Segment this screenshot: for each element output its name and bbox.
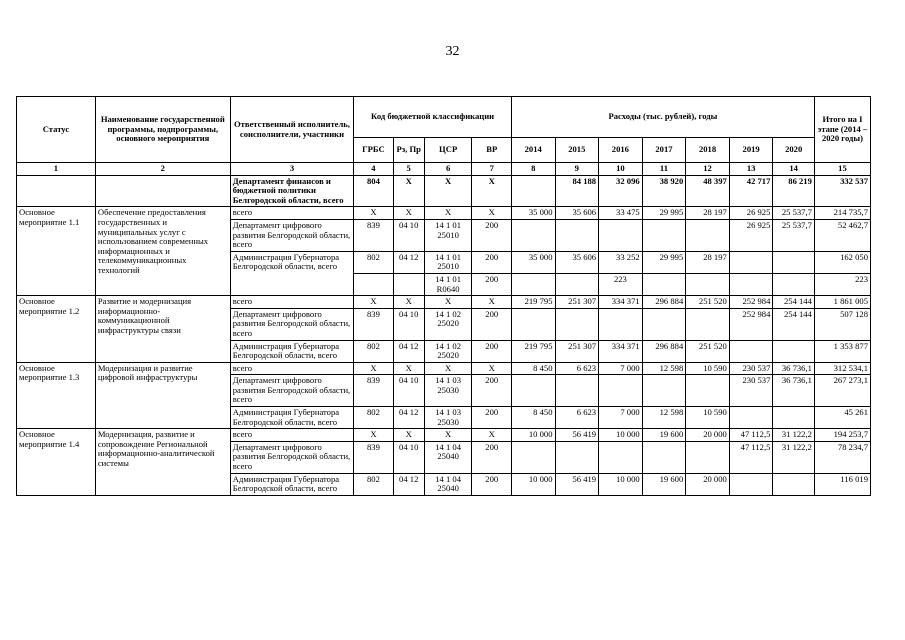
value-cell	[642, 375, 686, 407]
col-number: 1	[17, 163, 96, 176]
rzpr-cell: 04 10	[393, 375, 424, 407]
value-cell	[686, 441, 730, 473]
value-cell	[686, 308, 730, 340]
name-cell	[95, 175, 230, 207]
header-year: 2017	[642, 138, 686, 163]
value-cell	[511, 375, 555, 407]
responsible-cell: Администрация Губернатора Белгородской области, всего	[230, 473, 353, 495]
value-cell: 47 112,5	[729, 441, 773, 473]
responsible-cell: Администрация Губернатора Белгородской области, всего	[230, 340, 353, 362]
col-number: 12	[686, 163, 730, 176]
value-cell: 8 450	[511, 407, 555, 429]
grbs-cell: 802	[354, 340, 393, 362]
total-cell: 267 273,1	[814, 375, 870, 407]
rzpr-cell: 04 10	[393, 308, 424, 340]
value-cell: 36 736,1	[773, 375, 815, 407]
grbs-cell: 839	[354, 375, 393, 407]
csr-cell: X	[424, 429, 472, 442]
name-cell: Модернизация и развитие цифровой инфраструктуры	[95, 362, 230, 429]
rzpr-cell: 04 12	[393, 407, 424, 429]
value-cell: 251 520	[686, 296, 730, 309]
value-cell	[511, 219, 555, 251]
table-row	[17, 429, 871, 442]
value-cell: 10 000	[599, 473, 643, 495]
value-cell: 7 000	[599, 407, 643, 429]
total-cell: 78 234,7	[814, 441, 870, 473]
grbs-cell	[354, 273, 393, 295]
header-rzpr: Рз, Пр	[393, 138, 424, 163]
status-cell: Основное мероприятие 1.2	[17, 296, 96, 363]
responsible-cell: всего	[230, 296, 353, 309]
header-csr: ЦСР	[424, 138, 472, 163]
header-year: 2019	[729, 138, 773, 163]
status-cell: Основное мероприятие 1.3	[17, 362, 96, 429]
col-number: 3	[230, 163, 353, 176]
total-cell: 1 861 005	[814, 296, 870, 309]
col-number: 8	[511, 163, 555, 176]
header-budget-code: Код бюджетной классификации	[354, 97, 512, 138]
value-cell	[642, 273, 686, 295]
value-cell: 8 450	[511, 362, 555, 375]
value-cell: 219 795	[511, 340, 555, 362]
responsible-cell: всего	[230, 362, 353, 375]
col-number: 10	[599, 163, 643, 176]
value-cell: 42 717	[729, 175, 773, 207]
value-cell: 28 197	[686, 251, 730, 273]
csr-cell: 14 1 04 25040	[424, 441, 472, 473]
vr-cell: 200	[472, 441, 511, 473]
value-cell: 26 925	[729, 207, 773, 220]
col-number: 9	[555, 163, 599, 176]
header-year: 2020	[773, 138, 815, 163]
value-cell: 6 623	[555, 407, 599, 429]
col-number: 15	[814, 163, 870, 176]
grbs-cell: X	[354, 296, 393, 309]
value-cell	[773, 251, 815, 273]
value-cell	[729, 273, 773, 295]
grbs-cell: X	[354, 429, 393, 442]
value-cell: 56 419	[555, 429, 599, 442]
header-year: 2018	[686, 138, 730, 163]
value-cell: 296 884	[642, 340, 686, 362]
value-cell: 33 475	[599, 207, 643, 220]
rzpr-cell: X	[393, 175, 424, 207]
value-cell	[729, 473, 773, 495]
value-cell	[686, 273, 730, 295]
csr-cell: 14 1 01 25010	[424, 251, 472, 273]
value-cell	[773, 273, 815, 295]
rzpr-cell: X	[393, 429, 424, 442]
value-cell: 6 623	[555, 362, 599, 375]
rzpr-cell: X	[393, 296, 424, 309]
grbs-cell: 839	[354, 441, 393, 473]
grbs-cell: 802	[354, 251, 393, 273]
value-cell	[729, 340, 773, 362]
rzpr-cell: 04 10	[393, 219, 424, 251]
value-cell: 35 606	[555, 251, 599, 273]
csr-cell: 14 1 01 R0640	[424, 273, 472, 295]
value-cell: 19 600	[642, 429, 686, 442]
value-cell: 251 307	[555, 340, 599, 362]
value-cell: 334 371	[599, 296, 643, 309]
vr-cell: 200	[472, 375, 511, 407]
value-cell	[686, 219, 730, 251]
value-cell	[555, 273, 599, 295]
header-name: Наименование государственной программы, подпрограммы, основного мероприятия	[95, 97, 230, 163]
value-cell: 28 197	[686, 207, 730, 220]
responsible-cell: Администрация Губернатора Белгородской области, всего	[230, 251, 353, 295]
csr-cell: 14 1 02 25020	[424, 340, 472, 362]
value-cell	[599, 375, 643, 407]
name-cell: Развитие и модернизация информационно-коммуникационной инфраструктуры связи	[95, 296, 230, 363]
value-cell: 10 000	[599, 429, 643, 442]
vr-cell: X	[472, 429, 511, 442]
value-cell: 10 590	[686, 362, 730, 375]
grbs-cell: X	[354, 362, 393, 375]
col-number: 14	[773, 163, 815, 176]
value-cell: 25 537,7	[773, 219, 815, 251]
value-cell: 29 995	[642, 207, 686, 220]
rzpr-cell	[393, 273, 424, 295]
value-cell: 47 112,5	[729, 429, 773, 442]
vr-cell: 200	[472, 340, 511, 362]
vr-cell: 200	[472, 219, 511, 251]
responsible-cell: Департамент цифрового развития Белгородской области, всего	[230, 441, 353, 473]
csr-cell: X	[424, 362, 472, 375]
total-cell: 507 128	[814, 308, 870, 340]
value-cell: 296 884	[642, 296, 686, 309]
value-cell: 31 122,2	[773, 429, 815, 442]
value-cell: 35 000	[511, 207, 555, 220]
total-cell: 312 534,1	[814, 362, 870, 375]
value-cell	[773, 407, 815, 429]
value-cell	[555, 308, 599, 340]
value-cell: 251 520	[686, 340, 730, 362]
header-year: 2016	[599, 138, 643, 163]
value-cell: 19 600	[642, 473, 686, 495]
csr-cell: 14 1 03 25030	[424, 375, 472, 407]
value-cell: 7 000	[599, 362, 643, 375]
budget-table	[16, 96, 871, 496]
vr-cell: X	[472, 175, 511, 207]
value-cell: 10 000	[511, 473, 555, 495]
value-cell	[642, 219, 686, 251]
responsible-cell: всего	[230, 429, 353, 442]
value-cell	[511, 441, 555, 473]
value-cell: 35 606	[555, 207, 599, 220]
name-cell: Модернизация, развитие и сопровождение Региональной информационно-аналитической системы	[95, 429, 230, 496]
responsible-cell: Департамент цифрового развития Белгородской области, всего	[230, 375, 353, 407]
vr-cell: 200	[472, 251, 511, 273]
header-responsible: Ответственный исполнитель, соисполнители, участники	[230, 97, 353, 163]
responsible-cell: Администрация Губернатора Белгородской области, всего	[230, 407, 353, 429]
csr-cell: X	[424, 175, 472, 207]
value-cell	[511, 175, 555, 207]
value-cell: 12 598	[642, 362, 686, 375]
header-total: Итого на I этапе (2014 – 2020 годы)	[814, 97, 870, 163]
rzpr-cell: 04 12	[393, 473, 424, 495]
value-cell: 251 307	[555, 296, 599, 309]
value-cell	[511, 273, 555, 295]
grbs-cell: 804	[354, 175, 393, 207]
total-cell: 332 537	[814, 175, 870, 207]
value-cell: 230 537	[729, 375, 773, 407]
page-number: 32	[445, 44, 460, 59]
value-cell: 230 537	[729, 362, 773, 375]
table-row	[17, 296, 871, 309]
value-cell: 56 419	[555, 473, 599, 495]
responsible-cell: Департамент цифрового развития Белгородской области, всего	[230, 308, 353, 340]
vr-cell: 200	[472, 308, 511, 340]
header-grbs: ГРБС	[354, 138, 393, 163]
value-cell	[555, 219, 599, 251]
csr-cell: 14 1 02 25020	[424, 308, 472, 340]
value-cell	[599, 219, 643, 251]
value-cell: 334 371	[599, 340, 643, 362]
csr-cell: 14 1 04 25040	[424, 473, 472, 495]
responsible-cell: Департамент финансов и бюджетной политики Белгородской области, всего	[230, 175, 353, 207]
value-cell	[729, 251, 773, 273]
value-cell: 31 122,2	[773, 441, 815, 473]
grbs-cell: 802	[354, 407, 393, 429]
value-cell	[555, 441, 599, 473]
value-cell: 48 397	[686, 175, 730, 207]
value-cell: 26 925	[729, 219, 773, 251]
col-number: 11	[642, 163, 686, 176]
status-cell	[17, 175, 96, 207]
header-status: Статус	[17, 97, 96, 163]
rzpr-cell: 04 12	[393, 340, 424, 362]
grbs-cell: 839	[354, 308, 393, 340]
rzpr-cell: X	[393, 207, 424, 220]
header-year: 2015	[555, 138, 599, 163]
header-expenses: Расходы (тыс. рублей), годы	[511, 97, 814, 138]
value-cell: 12 598	[642, 407, 686, 429]
csr-cell: 14 1 03 25030	[424, 407, 472, 429]
header-vr: ВР	[472, 138, 511, 163]
value-cell: 25 537,7	[773, 207, 815, 220]
value-cell: 32 096	[599, 175, 643, 207]
name-cell: Обеспечение предоставления государственных и муниципальных услуг с использованием современных информационных и телекоммуникационных технологий	[95, 207, 230, 296]
total-cell: 116 019	[814, 473, 870, 495]
value-cell: 35 000	[511, 251, 555, 273]
value-cell: 219 795	[511, 296, 555, 309]
responsible-cell: всего	[230, 207, 353, 220]
col-number: 5	[393, 163, 424, 176]
col-number: 6	[424, 163, 472, 176]
total-cell: 1 353 877	[814, 340, 870, 362]
value-cell: 33 252	[599, 251, 643, 273]
value-cell	[599, 308, 643, 340]
value-cell: 38 920	[642, 175, 686, 207]
table-row	[17, 362, 871, 375]
value-cell	[642, 441, 686, 473]
value-cell: 36 736,1	[773, 362, 815, 375]
value-cell: 10 000	[511, 429, 555, 442]
total-cell: 194 253,7	[814, 429, 870, 442]
value-cell	[773, 473, 815, 495]
value-cell	[773, 340, 815, 362]
vr-cell: X	[472, 207, 511, 220]
value-cell: 20 000	[686, 473, 730, 495]
value-cell: 254 144	[773, 296, 815, 309]
value-cell	[599, 441, 643, 473]
value-cell: 252 984	[729, 308, 773, 340]
value-cell: 254 144	[773, 308, 815, 340]
total-cell: 214 735,7	[814, 207, 870, 220]
col-number: 4	[354, 163, 393, 176]
col-number: 13	[729, 163, 773, 176]
rzpr-cell: 04 12	[393, 251, 424, 273]
value-cell: 223	[599, 273, 643, 295]
col-number: 2	[95, 163, 230, 176]
rzpr-cell: 04 10	[393, 441, 424, 473]
grbs-cell: 802	[354, 473, 393, 495]
table-row	[17, 175, 871, 207]
value-cell	[642, 308, 686, 340]
vr-cell: 200	[472, 407, 511, 429]
csr-cell: X	[424, 207, 472, 220]
grbs-cell: 839	[354, 219, 393, 251]
value-cell: 20 000	[686, 429, 730, 442]
total-cell: 223	[814, 273, 870, 295]
value-cell: 29 995	[642, 251, 686, 273]
value-cell	[686, 375, 730, 407]
rzpr-cell: X	[393, 362, 424, 375]
status-cell: Основное мероприятие 1.1	[17, 207, 96, 296]
value-cell: 10 590	[686, 407, 730, 429]
csr-cell: X	[424, 296, 472, 309]
total-cell: 162 050	[814, 251, 870, 273]
vr-cell: X	[472, 362, 511, 375]
vr-cell: 200	[472, 273, 511, 295]
value-cell: 252 984	[729, 296, 773, 309]
col-number: 7	[472, 163, 511, 176]
total-cell: 52 462,7	[814, 219, 870, 251]
table-row	[17, 207, 871, 220]
value-cell	[729, 407, 773, 429]
value-cell	[555, 375, 599, 407]
status-cell: Основное мероприятие 1.4	[17, 429, 96, 496]
column-number-row	[17, 163, 871, 176]
value-cell	[511, 308, 555, 340]
value-cell: 86 219	[773, 175, 815, 207]
value-cell: 84 188	[555, 175, 599, 207]
csr-cell: 14 1 01 25010	[424, 219, 472, 251]
header-year: 2014	[511, 138, 555, 163]
responsible-cell: Департамент цифрового развития Белгородской области, всего	[230, 219, 353, 251]
vr-cell: 200	[472, 473, 511, 495]
total-cell: 45 261	[814, 407, 870, 429]
vr-cell: X	[472, 296, 511, 309]
grbs-cell: X	[354, 207, 393, 220]
